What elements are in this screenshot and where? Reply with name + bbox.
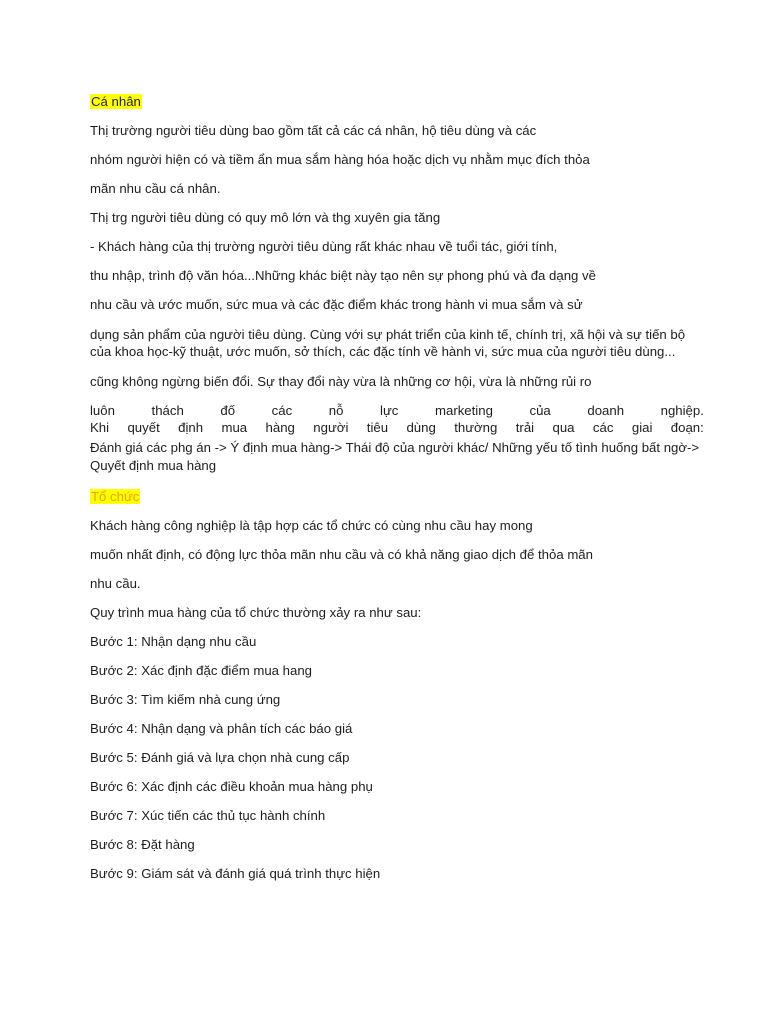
word: các — [592, 420, 614, 435]
word: thách — [151, 403, 184, 418]
word: qua — [552, 420, 575, 435]
word: doanh — [587, 403, 625, 418]
word: người — [313, 420, 349, 435]
paragraph-line: nhóm người hiện có và tiềm ẩn mua sắm hàng hóa hoặc dịch vụ nhằm mục đích thỏa — [90, 152, 590, 167]
step-item: Bước 1: Nhận dạng nhu cầu — [90, 634, 257, 649]
paragraph-line: nhu cầu. — [90, 576, 141, 591]
word: đoạn: — [670, 420, 704, 435]
paragraph-line: thu nhập, trình độ văn hóa...Những khác biệt này tạo nên sự phong phú và đa dạng về — [90, 268, 596, 283]
step-item: Bước 9: Giám sát và đánh giá quá trình thực hiện — [90, 866, 381, 881]
word: các — [271, 403, 293, 418]
paragraph-line: Quy trình mua hàng của tổ chức thường xảy ra như sau: — [90, 605, 422, 620]
word: Khi — [90, 420, 110, 435]
justified-line-2 — [90, 420, 704, 436]
word: lực — [380, 403, 399, 418]
word: định — [178, 420, 204, 435]
paragraph-line: của khoa học-kỹ thuật, ước muốn, sở thích, các đặc tính về hành vi, sức mua của người tiêu dùng... — [90, 344, 676, 359]
word: trải — [515, 420, 535, 435]
word: nỗ — [328, 403, 344, 418]
word: đố — [220, 403, 236, 418]
paragraph-line: Quyết định mua hàng — [90, 458, 217, 473]
word: marketing — [435, 403, 493, 418]
paragraph-line: mãn nhu cầu cá nhân. — [90, 181, 221, 196]
word: nghiệp. — [660, 403, 704, 418]
paragraph-line: Đánh giá các phg án -> Ý định mua hàng-> Thái độ của người khác/ Những yếu tố tình huống bất ngờ-> — [90, 440, 700, 455]
paragraph-line: muốn nhất định, có động lực thỏa mãn nhu cầu và có khả năng giao dịch để thỏa mãn — [90, 547, 593, 562]
paragraph-line: - Khách hàng của thị trường người tiêu dùng rất khác nhau về tuổi tác, giới tính, — [90, 239, 558, 254]
justified-line-1 — [90, 403, 704, 419]
paragraph-line: Thị trường người tiêu dùng bao gồm tất cả các cá nhân, hộ tiêu dùng và các — [90, 123, 537, 138]
step-item: Bước 5: Đánh giá và lựa chọn nhà cung cấp — [90, 750, 350, 765]
word: hàng — [265, 420, 295, 435]
paragraph-line: nhu cầu và ước muốn, sức mua và các đặc điểm khác trong hành vi mua sắm và sử — [90, 297, 583, 312]
word: giai — [631, 420, 653, 435]
word: của — [529, 403, 551, 418]
word: luôn — [90, 403, 115, 418]
word: dùng — [406, 420, 436, 435]
paragraph-line: Khách hàng công nghiệp là tập hợp các tổ chức có cùng nhu cầu hay mong — [90, 518, 533, 533]
word: mua — [221, 420, 248, 435]
paragraph-line: dụng sản phẩm của người tiêu dùng. Cùng với sự phát triển của kinh tế, chính trị, xã hội và sự tiến bộ — [90, 327, 686, 342]
word: tiêu — [366, 420, 389, 435]
paragraph-line: Thị trg người tiêu dùng có quy mô lớn và thg xuyên gia tăng — [90, 210, 441, 225]
step-item: Bước 2: Xác định đặc điểm mua hang — [90, 663, 313, 678]
step-item: Bước 6: Xác định các điều khoản mua hàng phụ — [90, 779, 373, 794]
step-item: Bước 7: Xúc tiến các thủ tục hành chính — [90, 808, 326, 823]
heading-organization: Tổ chức — [91, 489, 140, 504]
step-item: Bước 4: Nhận dạng và phân tích các báo giá — [90, 721, 353, 736]
paragraph-block — [90, 326, 710, 360]
word: quyết — [127, 420, 160, 435]
step-item: Bước 8: Đặt hàng — [90, 837, 195, 852]
paragraph-line: cũng không ngừng biến đổi. Sự thay đổi này vừa là những cơ hội, vừa là những rủi ro — [90, 374, 592, 389]
step-item: Bước 3: Tìm kiếm nhà cung ứng — [90, 692, 281, 707]
heading-individual: Cá nhân — [91, 94, 141, 109]
word: thường — [454, 420, 498, 435]
